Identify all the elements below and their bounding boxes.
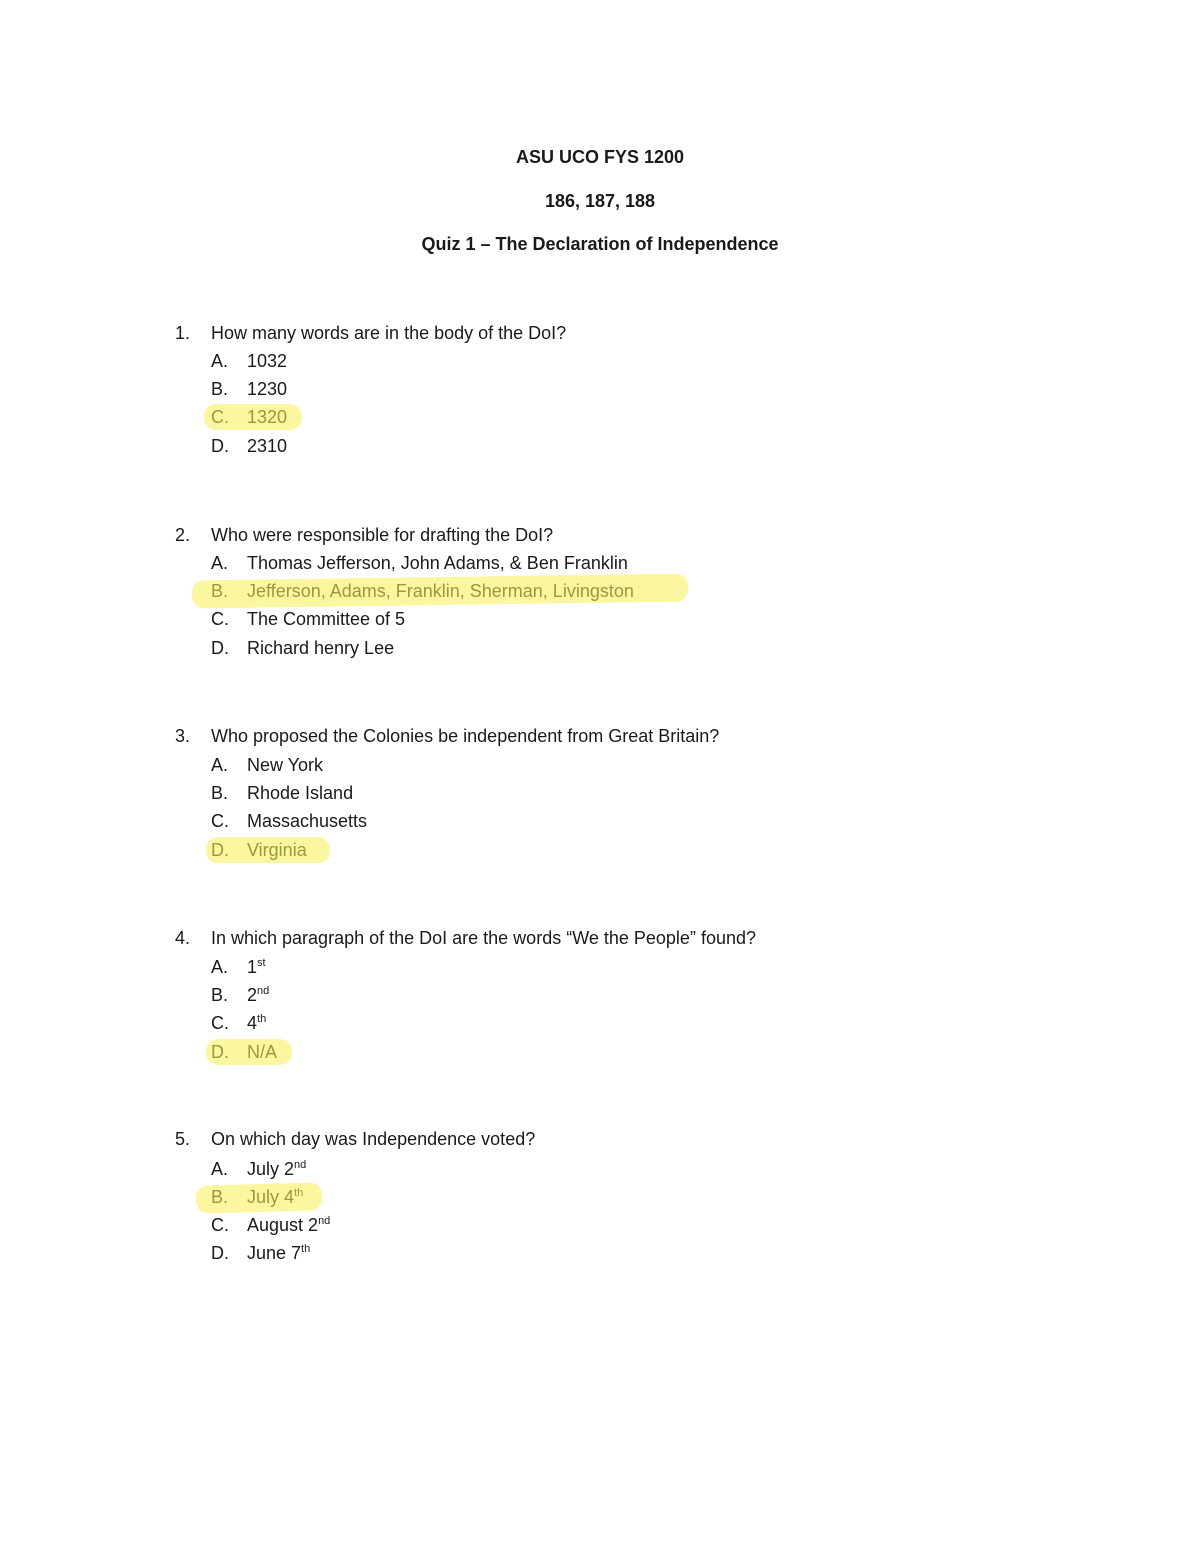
option-letter: D.	[211, 1243, 229, 1263]
q2-option-a	[211, 552, 628, 574]
question-3	[175, 725, 719, 747]
question-number: 1.	[175, 323, 191, 343]
option-text: July 2	[247, 1159, 295, 1179]
question-text: In which paragraph of the DoI are the words “We the People” found?	[211, 928, 756, 948]
option-text: 4	[247, 1013, 258, 1033]
question-1	[175, 322, 566, 344]
option-letter: D.	[211, 638, 229, 658]
option-text: Jefferson, Adams, Franklin, Sherman, Livingston	[247, 581, 634, 601]
q5-option-b-highlighted	[211, 1186, 303, 1208]
option-letter: D.	[211, 840, 229, 860]
option-letter: A.	[211, 957, 229, 977]
q4-option-d-highlighted	[211, 1041, 277, 1063]
option-text: August 2	[247, 1215, 319, 1235]
option-text: Virginia	[247, 840, 307, 860]
question-4	[175, 927, 756, 949]
q1-option-a	[211, 350, 287, 372]
option-text: 2	[247, 985, 258, 1005]
q5-option-d	[211, 1242, 310, 1264]
option-text: June 7	[247, 1243, 302, 1263]
option-text: N/A	[247, 1042, 278, 1062]
ordinal-suffix: th	[257, 1013, 267, 1025]
option-text: New York	[247, 755, 324, 775]
q5-option-a	[211, 1158, 306, 1180]
question-number: 2.	[175, 525, 191, 545]
question-2	[175, 524, 553, 546]
ordinal-suffix: st	[257, 957, 266, 969]
option-letter: A.	[211, 351, 229, 371]
option-letter: D.	[211, 1042, 229, 1062]
option-letter: B.	[211, 581, 229, 601]
option-letter: B.	[211, 1187, 229, 1207]
ordinal-suffix: th	[301, 1243, 311, 1255]
option-text: Thomas Jefferson, John Adams, & Ben Franklin	[247, 553, 628, 573]
q3-option-a	[211, 754, 323, 776]
question-number: 5.	[175, 1129, 191, 1149]
option-letter: A.	[211, 755, 229, 775]
option-letter: C.	[211, 609, 229, 629]
option-letter: A.	[211, 553, 229, 573]
option-text: 1230	[247, 379, 288, 399]
q2-option-c	[211, 608, 405, 630]
question-number: 4.	[175, 928, 191, 948]
ordinal-suffix: nd	[294, 1159, 307, 1171]
option-text: Rhode Island	[247, 783, 354, 803]
ordinal-suffix: nd	[318, 1215, 331, 1227]
question-text: On which day was Independence voted?	[211, 1129, 536, 1149]
q3-option-b	[211, 782, 353, 804]
section-numbers: 186, 187, 188	[544, 191, 656, 211]
q2-option-b-highlighted	[211, 580, 634, 602]
q4-option-b	[211, 984, 269, 1006]
q1-option-b	[211, 378, 287, 400]
option-text: July 4	[247, 1187, 295, 1207]
option-letter: C.	[211, 1013, 229, 1033]
q4-option-a	[211, 956, 266, 978]
q5-option-c	[211, 1214, 330, 1236]
option-text: 1320	[247, 407, 288, 427]
option-text: Massachusetts	[247, 811, 368, 831]
option-letter: B.	[211, 379, 229, 399]
q2-option-d	[211, 637, 394, 659]
option-letter: C.	[211, 1215, 229, 1235]
question-text: How many words are in the body of the DoI?	[211, 323, 567, 343]
ordinal-suffix: nd	[257, 985, 270, 997]
question-text: Who were responsible for drafting the DoI?	[211, 525, 554, 545]
question-5	[175, 1128, 535, 1150]
question-text: Who proposed the Colonies be independent from Great Britain?	[211, 726, 720, 746]
option-letter: C.	[211, 407, 229, 427]
q3-option-d-highlighted	[211, 839, 307, 861]
option-letter: B.	[211, 985, 229, 1005]
option-text: The Committee of 5	[247, 609, 406, 629]
q1-option-c-highlighted	[211, 406, 287, 428]
option-letter: D.	[211, 436, 229, 456]
q1-option-d	[211, 435, 287, 457]
option-letter: C.	[211, 811, 229, 831]
option-letter: B.	[211, 783, 229, 803]
option-text: 1	[247, 957, 258, 977]
q4-option-c	[211, 1012, 266, 1034]
course-code: ASU UCO FYS 1200	[515, 147, 685, 167]
q3-option-c	[211, 810, 367, 832]
option-letter: A.	[211, 1159, 229, 1179]
ordinal-suffix: th	[294, 1187, 304, 1199]
option-text: Richard henry Lee	[247, 638, 395, 658]
option-text: 1032	[247, 351, 288, 371]
question-number: 3.	[175, 726, 191, 746]
quiz-title: Quiz 1 – The Declaration of Independence	[421, 234, 779, 254]
option-text: 2310	[247, 436, 288, 456]
